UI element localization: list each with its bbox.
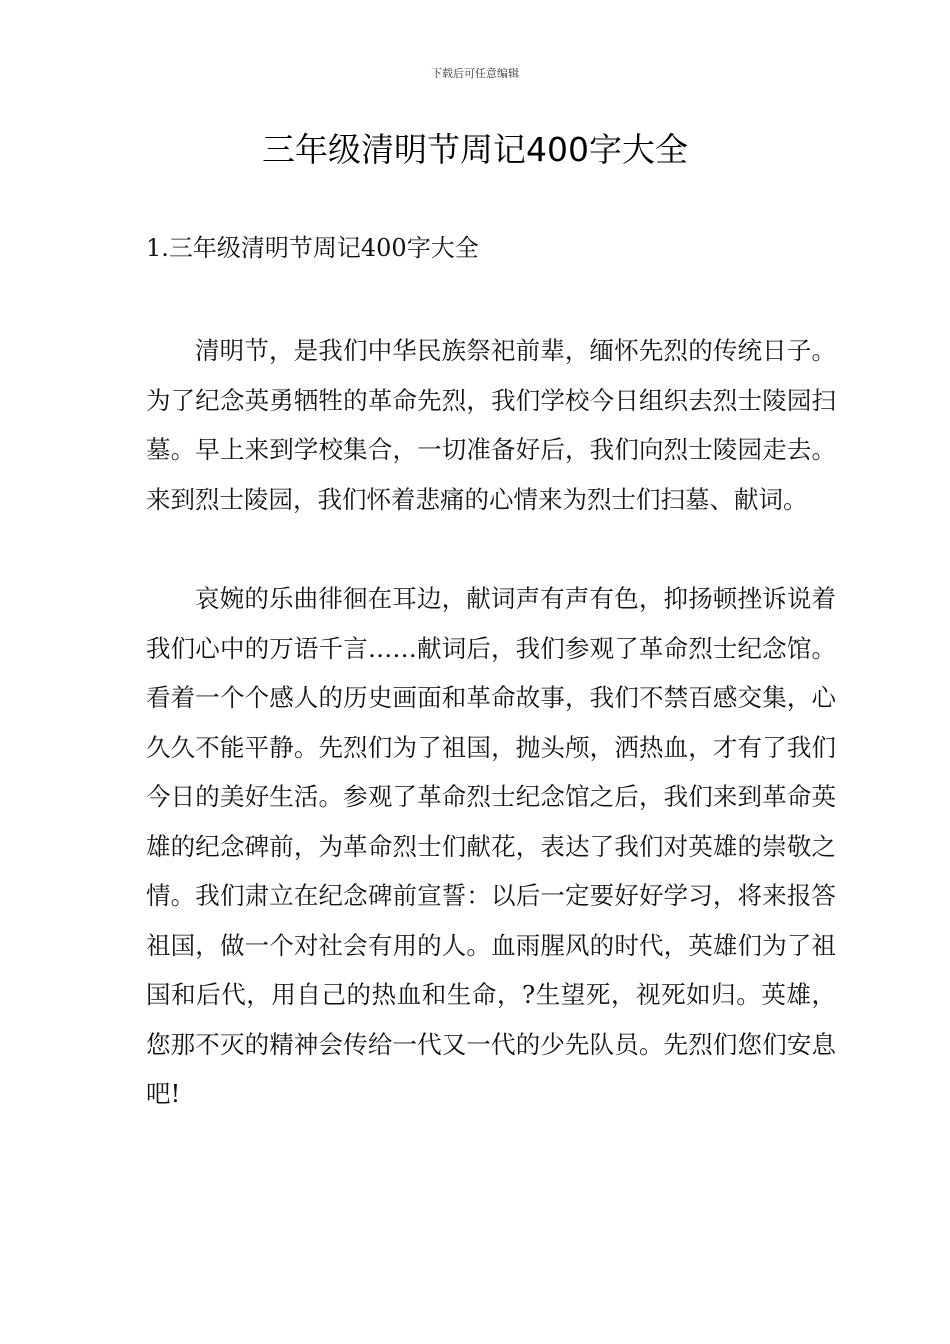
paragraph-2: 哀婉的乐曲徘徊在耳边，献词声有声有色，抑扬顿挫诉说着我们心中的万语千言……献词后，我们参观了革命烈士纪念馆。看着一个个感人的历史画面和革命故事，我们不禁百感交集，心久久不能平静。先烈们为了祖国，抛头颅，洒热血，才有了我们今日的美好生活。参观了革命烈士纪念馆之后，我们来到革命英雄的纪念碑前，为革命烈士们献花，表达了我们对英雄的崇敬之情。我们肃立在纪念碑前宣誓：以后一定要好好学习，将来报答祖国，做一个对社会有用的人。血雨腥风的时代，英雄们为了祖国和后代，用自己的热血和生命，?生望死，视死如归。英雄，您那不灭的精神会传给一代又一代的少先队员。先烈们您们安息吧! <box>146 584 836 1108</box>
section-heading: 1.三年级清明节周记400字大全 <box>146 234 479 262</box>
paragraph-1: 清明节，是我们中华民族祭祀前辈，缅怀先烈的传统日子。为了纪念英勇牺牲的革命先烈，我们学校今日组织去烈士陵园扫墓。早上来到学校集合，一切准备好后，我们向烈士陵园走去。来到烈士陵园，我们怀着悲痛的心情来为烈士们扫墓、献词。 <box>146 336 836 514</box>
document-title: 三年级清明节周记400字大全 <box>262 130 688 169</box>
article-body <box>146 0 836 1344</box>
header-note: 下载后可任意编辑 <box>431 67 519 80</box>
